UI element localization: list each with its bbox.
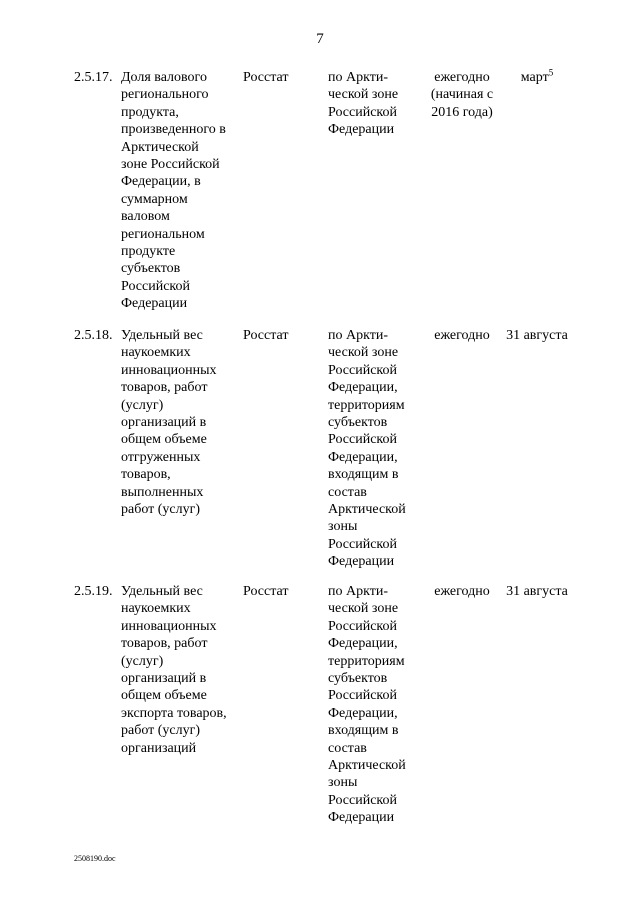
indicator-name: Удельный вес наукоемких инновационных товаров, работ (услуг) организаций в общем объеме экспорта товаров, работ (услуг) организаций bbox=[121, 584, 227, 756]
data-scope: по Аркти- ческой зоне Российской Федерации, территориям субъектов Российской Федерации, входящим в состав Арктической зоны Российской Федерации bbox=[328, 328, 406, 570]
data-source: Росстат bbox=[243, 328, 289, 343]
file-name-footer: 2508190.doc bbox=[74, 854, 116, 863]
deadline-text: март bbox=[520, 70, 549, 85]
row-number: 2.5.18. bbox=[74, 328, 113, 343]
data-source: Росстат bbox=[243, 584, 289, 599]
data-source: Росстат bbox=[243, 70, 289, 85]
footnote-mark: 5 bbox=[548, 67, 554, 78]
deadline: 31 августа bbox=[506, 328, 568, 343]
page-number: 7 bbox=[316, 31, 324, 47]
frequency: ежегодно bbox=[434, 584, 490, 599]
row-number: 2.5.17. bbox=[74, 70, 113, 85]
row-number: 2.5.19. bbox=[74, 584, 113, 599]
indicator-name: Удельный вес наукоемких инновационных товаров, работ (услуг) организаций в общем объеме отгруженных товаров, выполненных работ (услуг) bbox=[121, 328, 217, 518]
frequency: ежегодно bbox=[434, 328, 490, 343]
data-scope: по Аркти- ческой зоне Российской Федерации, территориям субъектов Российской Федерации, входящим в состав Арктической зоны Российской Федерации bbox=[328, 584, 406, 826]
frequency: ежегодно (начиная с 2016 года) bbox=[430, 70, 494, 120]
deadline: 31 августа bbox=[506, 584, 568, 599]
deadline bbox=[500, 69, 574, 86]
data-scope: по Аркти- ческой зоне Российской Федерации bbox=[328, 70, 399, 138]
indicator-name: Доля валового регионального продукта, произведенного в Арктической зоне Российской Федерации, в суммарном валовом региональном продукте субъектов Российской Федерации bbox=[121, 70, 226, 312]
